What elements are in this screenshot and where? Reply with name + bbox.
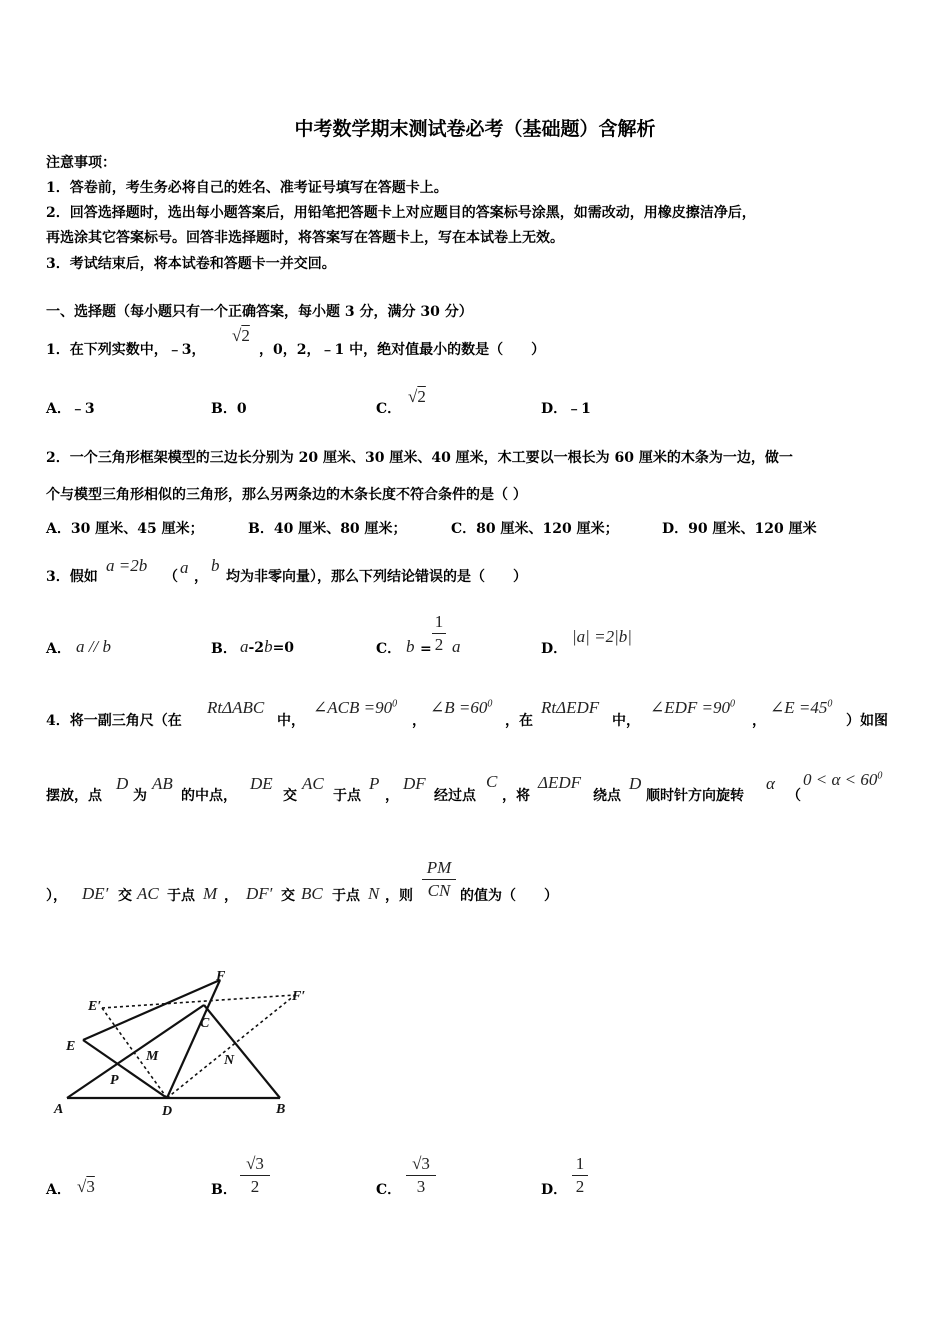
q4-l2-m2: AB [152, 774, 173, 793]
q1-text-pre: 1．在下列实数中，﹣3， [46, 342, 206, 358]
fig-line-df2 [167, 995, 295, 1098]
q4-m2-text: ∠ACB =90 [313, 698, 393, 717]
q3-option-c-bar [432, 633, 446, 634]
q4-option-a-sqrt-arg: 3 [86, 1177, 95, 1196]
q4-option-a-sqrt: √3 [77, 1177, 95, 1196]
q4-l2-t1: 摆放，点 [46, 788, 102, 804]
fig-line-cb [204, 1005, 280, 1098]
q3-option-b-a: a [240, 637, 249, 656]
q4-l2-t8: ，将 [502, 788, 530, 804]
q4-option-b-bar [240, 1175, 270, 1176]
q4-t1: 4．将一副三角尺（在 [46, 713, 182, 729]
notes-line-3: 3．考试结束后，将本试卷和答题卡一并交回。 [46, 256, 336, 272]
q4-l2-t5: 于点 [333, 788, 361, 804]
q4-m3-text: ∠B =60 [430, 698, 488, 717]
fig-line-df [167, 980, 220, 1098]
q4-l2-m11 [803, 770, 882, 790]
fig-label-f: F [216, 969, 226, 984]
q2-option-a[interactable]: A．30 厘米、45 厘米； [46, 521, 204, 537]
q3-option-d-label: D． [541, 641, 568, 657]
q2-option-c[interactable]: C．80 厘米、120 厘米； [451, 521, 619, 537]
notes-heading: 注意事项： [46, 155, 116, 171]
q4-option-b[interactable] [211, 1180, 237, 1200]
q3-option-c-num: 1 [434, 612, 444, 631]
q3-option-c[interactable] [376, 639, 401, 659]
fig-label-m: M [146, 1049, 159, 1064]
q4-l2-t11: （ [787, 788, 801, 804]
q4-option-c-den: 3 [416, 1177, 426, 1196]
q3-expr: a =2b [106, 556, 148, 575]
q3-paren-open: （ [164, 569, 178, 585]
q3-option-c-den: 2 [434, 635, 444, 654]
fig-label-d: D [162, 1104, 173, 1119]
q4-l3-t2: 交 [118, 888, 132, 904]
q4-l2-t6: ， [385, 788, 399, 804]
q3-option-b[interactable] [211, 639, 237, 659]
q4-option-b-num: √3 [246, 1154, 264, 1173]
fig-label-n: N [224, 1053, 235, 1068]
q4-l2-m11-text: 0 < α < 60 [803, 770, 878, 789]
q4-l3-t5: 交 [281, 888, 295, 904]
q3-option-a[interactable] [46, 639, 71, 659]
q4-l2-t4: 交 [283, 788, 297, 804]
q2-option-b[interactable]: B．40 厘米、80 厘米； [248, 521, 407, 537]
q4-fraction-pm-cn [422, 858, 456, 901]
q4-l2-t7: 经过点 [434, 788, 476, 804]
q4-option-a[interactable] [46, 1180, 71, 1200]
q3-option-c-eq: = [420, 641, 432, 657]
q3-text-pre: 3．假如 [46, 569, 98, 585]
q3-option-b-minus2: -2 [248, 640, 265, 656]
fig-label-e-prime: E′ [88, 999, 102, 1014]
q4-t2: 中， [277, 713, 305, 729]
page-title: 中考数学期末测试卷必考（基础题）含解析 [294, 118, 656, 140]
q4-option-c-fraction [406, 1154, 436, 1197]
q3-option-b-label: B． [211, 641, 237, 657]
q1-option-b[interactable]: B．0 [211, 401, 247, 417]
q4-t5: 中， [612, 713, 640, 729]
fig-line-ac [67, 1005, 204, 1098]
q4-l2-m10: α [766, 774, 775, 793]
fig-label-b: B [276, 1102, 286, 1117]
q3-option-b-b: b [264, 637, 273, 656]
q3-option-c-lhs: b [406, 637, 415, 656]
q4-l2-m8: ΔEDF [538, 773, 582, 792]
q4-option-d-fraction [572, 1154, 588, 1197]
q4-option-c-bar [406, 1175, 436, 1176]
q4-m5-text: ∠EDF =90 [650, 698, 731, 717]
q4-m1: RtΔABC [207, 698, 265, 717]
q4-l2-t3: 的中点， [181, 788, 237, 804]
q4-l3-t8: 的值为（ ） [460, 888, 558, 904]
q4-l2-m4: AC [302, 774, 324, 793]
fig-line-e2f2 [102, 995, 295, 1008]
q1-option-c-sqrt-arg: 2 [417, 387, 426, 406]
q4-m5 [650, 698, 735, 718]
q4-l3-m3: M [203, 884, 218, 903]
q4-l3-m6: N [368, 884, 380, 903]
q3-option-d-expr: |a| =2|b| [572, 627, 632, 646]
q4-l3-m5: BC [301, 884, 323, 903]
q4-l3-m4: DF′ [246, 884, 273, 903]
q4-option-c[interactable] [376, 1180, 401, 1200]
q1-text-post: ，0，2，﹣1 中，绝对值最小的数是（ ） [259, 342, 546, 358]
q4-option-c-num: √3 [412, 1154, 430, 1173]
q4-option-d-den: 2 [575, 1177, 585, 1196]
q1-sqrt2: √2 [232, 326, 250, 345]
fig-label-p: P [110, 1073, 119, 1088]
notes-line-1: 1．答卷前，考生务必将自己的姓名、准考证号填写在答题卡上。 [46, 180, 448, 196]
q4-m2-deg: 0 [392, 698, 398, 710]
q1-option-c-sqrt: √2 [408, 387, 426, 406]
q3-option-c-label: C． [376, 641, 402, 657]
q1-option-d[interactable]: D．﹣1 [541, 401, 591, 417]
q3-var-b: b [211, 556, 220, 575]
q4-fraction-den: CN [427, 881, 451, 900]
q4-fraction-bar [422, 879, 456, 880]
q3-option-a-expr: a // b [76, 637, 111, 656]
q3-comma: ， [194, 569, 208, 585]
q4-option-d[interactable] [541, 1180, 567, 1200]
q4-option-a-label: A． [46, 1182, 71, 1198]
q4-l3-m2: AC [137, 884, 159, 903]
q1-option-a[interactable]: A．﹣3 [46, 401, 95, 417]
q4-l3-m1: DE′ [82, 884, 109, 903]
q4-option-d-label: D． [541, 1182, 568, 1198]
q4-l3-t1: ）， [46, 888, 67, 904]
q4-l2-m1: D [116, 774, 129, 793]
q3-option-b-eq0: =0 [272, 640, 295, 656]
section-heading: 一、选择题（每小题只有一个正确答案，每小题 3 分，满分 30 分） [46, 304, 473, 320]
q4-m3-deg: 0 [487, 698, 493, 710]
q4-l2-t10: 顺时针方向旋转 [646, 788, 744, 804]
q4-option-d-num: 1 [575, 1154, 585, 1173]
q4-m6-text: ∠E =45 [770, 698, 828, 717]
q4-l2-t9: 绕点 [593, 788, 621, 804]
q2-line-1: 2．一个三角形框架模型的三边长分别为 20 厘米、30 厘米、40 厘米，木工要以一根长为 60 厘米的木条为一边，做一 [46, 450, 793, 466]
q4-l2-m7: C [486, 772, 498, 791]
q4-l3-t4: ， [224, 888, 238, 904]
q4-m5-deg: 0 [730, 698, 736, 710]
q4-geometry-figure [40, 960, 320, 1125]
q4-option-d-bar [572, 1175, 588, 1176]
q4-l3-t7: ，则 [385, 888, 413, 904]
q4-option-b-fraction [240, 1154, 270, 1197]
q4-l3-t6: 于点 [332, 888, 360, 904]
q3-text-post: 均为非零向量），那么下列结论错误的是（ ） [226, 569, 527, 585]
q1-option-c[interactable] [376, 399, 401, 419]
q4-l2-m11-deg: 0 [877, 770, 883, 782]
q2-option-d[interactable]: D．90 厘米、120 厘米 [662, 521, 817, 537]
notes-line-2b: 再选涂其它答案标号。回答非选择题时，将答案写在答题卡上，写在本试卷上无效。 [46, 230, 564, 246]
q4-m6 [770, 698, 832, 718]
q3-option-b-expr [240, 637, 294, 658]
q4-t7: ）如图 [846, 713, 888, 729]
fig-label-e: E [66, 1039, 76, 1054]
q4-option-b-den: 2 [250, 1177, 260, 1196]
q4-l2-t2: 为 [133, 788, 147, 804]
q1-option-c-label: C． [376, 401, 402, 417]
q3-option-c-rhs: a [452, 637, 461, 656]
fig-label-f-prime: F′ [292, 989, 306, 1004]
q4-t6: ， [752, 713, 766, 729]
q4-option-b-num-arg: 3 [255, 1154, 264, 1173]
q4-l2-m6: DF [403, 774, 426, 793]
q4-t4: ，在 [505, 713, 533, 729]
q4-m3 [430, 698, 492, 718]
q4-l2-m5: P [369, 774, 380, 793]
q4-l2-m3: DE [250, 774, 273, 793]
q3-option-d[interactable] [541, 639, 567, 659]
q4-option-b-label: B． [211, 1182, 237, 1198]
q4-fraction-num: PM [426, 858, 452, 877]
q4-m4: RtΔEDF [541, 698, 600, 717]
q4-l2-m9: D [629, 774, 642, 793]
q4-m2 [313, 698, 397, 718]
q3-var-a: a [180, 558, 189, 577]
q3-option-c-fraction [432, 612, 446, 655]
q2-line-2: 个与模型三角形相似的三角形，那么另两条边的木条长度不符合条件的是（ ） [46, 487, 527, 503]
q3-option-a-label: A． [46, 641, 71, 657]
q4-t3: ， [412, 713, 426, 729]
q4-m6-deg: 0 [827, 698, 833, 710]
q4-l3-t3: 于点 [167, 888, 195, 904]
q1-sqrt2-arg: 2 [241, 326, 250, 345]
q4-option-c-num-arg: 3 [421, 1154, 430, 1173]
q4-option-c-label: C． [376, 1182, 402, 1198]
fig-label-c: C [200, 1016, 210, 1031]
fig-label-a: A [54, 1102, 64, 1117]
notes-line-2a: 2．回答选择题时，选出每小题答案后，用铅笔把答题卡上对应题目的答案标号涂黑，如需改动，用橡皮擦洁净后， [46, 205, 756, 221]
